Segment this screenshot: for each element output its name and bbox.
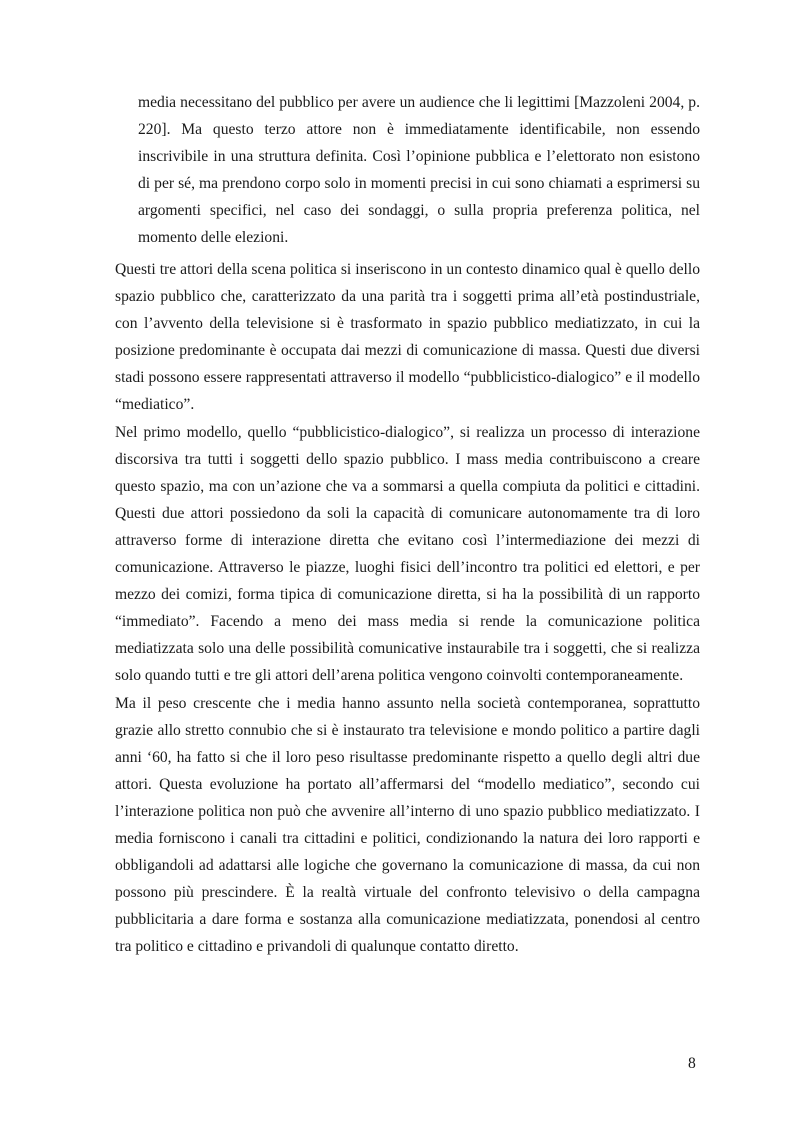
paragraph-public-space: Questi tre attori della scena politica si inseriscono in un contesto dinamico qual è quello dello spazio pubblico che, caratterizzato da una parità tra i soggetti prima all’età postindustriale, con l’avvento della televisione si è trasformato in spazio pubblico mediatizzato, in cui la posizione predominante è occupata dai mezzi di comunicazione di massa. Questi due diversi stadi possono essere rappresentati attraverso il modello “pubblicistico-dialogico” e il modello “mediatico”. [115,261,700,414]
indented-quote-block [138,89,700,252]
quote-paragraph: media necessitano del pubblico per avere un audience che li legittimi [Mazzoleni 2004, p. 220]. Ma questo terzo attore non è immediatamente identificabile, non essendo inscrivibile in una struttura definita. Così l’opinione pubblica e l’elettorato non esistono di per sé, ma prendono corpo solo in momenti precisi in cui sono chiamati a esprimersi su argomenti specifici, nel caso dei sondaggi, o sulla propria preferenza politica, nel momento delle elezioni. [138,94,700,247]
page-number: 8 [688,1055,696,1072]
body-text [115,256,700,960]
paragraph-dialogic-model: Nel primo modello, quello “pubblicistico-dialogico”, si realizza un processo di interazione discorsiva tra tutti i soggetti dello spazio pubblico. I mass media contribuiscono a creare questo spazio, ma con un’azione che va a sommarsi a quella compiuta da politici e cittadini. Questi due attori possiedono da soli la capacità di comunicare autonomamente tra di loro attraverso forme di interazione diretta che evitano così l’intermediazione dei mezzi di comunicazione. Attraverso le piazze, luoghi fisici dell’incontro tra politici ed elettori, e per mezzo dei comizi, forma tipica di comunicazione diretta, si ha la possibilità di un rapporto “immediato”. Facendo a meno dei mass media si rende la comunicazione politica mediatizzata solo una delle possibilità comunicative instaurabile tra i soggetti, che si realizza solo quando tutti e tre gli attori dell’arena politica vengono coinvolti contemporaneamente. [115,423,700,685]
paragraph-media-model: Ma il peso crescente che i media hanno assunto nella società contemporanea, soprattutto grazie allo stretto connubio che si è instaurato tra televisione e mondo politico a partire dagli anni ‘60, ha fatto si che il loro peso risultasse predominante rispetto a quello degli altri due attori. Questa evoluzione ha portato all’affermarsi del “modello mediatico”, secondo cui l’interazione politica non può che avvenire all’interno di uno spazio pubblico mediatizzato. I media forniscono i canali tra cittadini e politici, condizionando la natura dei loro rapporti e obbligandoli ad adattarsi alle logiche che governano la comunicazione di massa, da cui non possono più prescindere. È la realtà virtuale del confronto televisivo o della campagna pubblicitaria a dare forma e sostanza alla comunicazione mediatizzata, ponendosi al centro tra politico e cittadino e privandoli di qualunque contatto diretto. [115,694,700,956]
